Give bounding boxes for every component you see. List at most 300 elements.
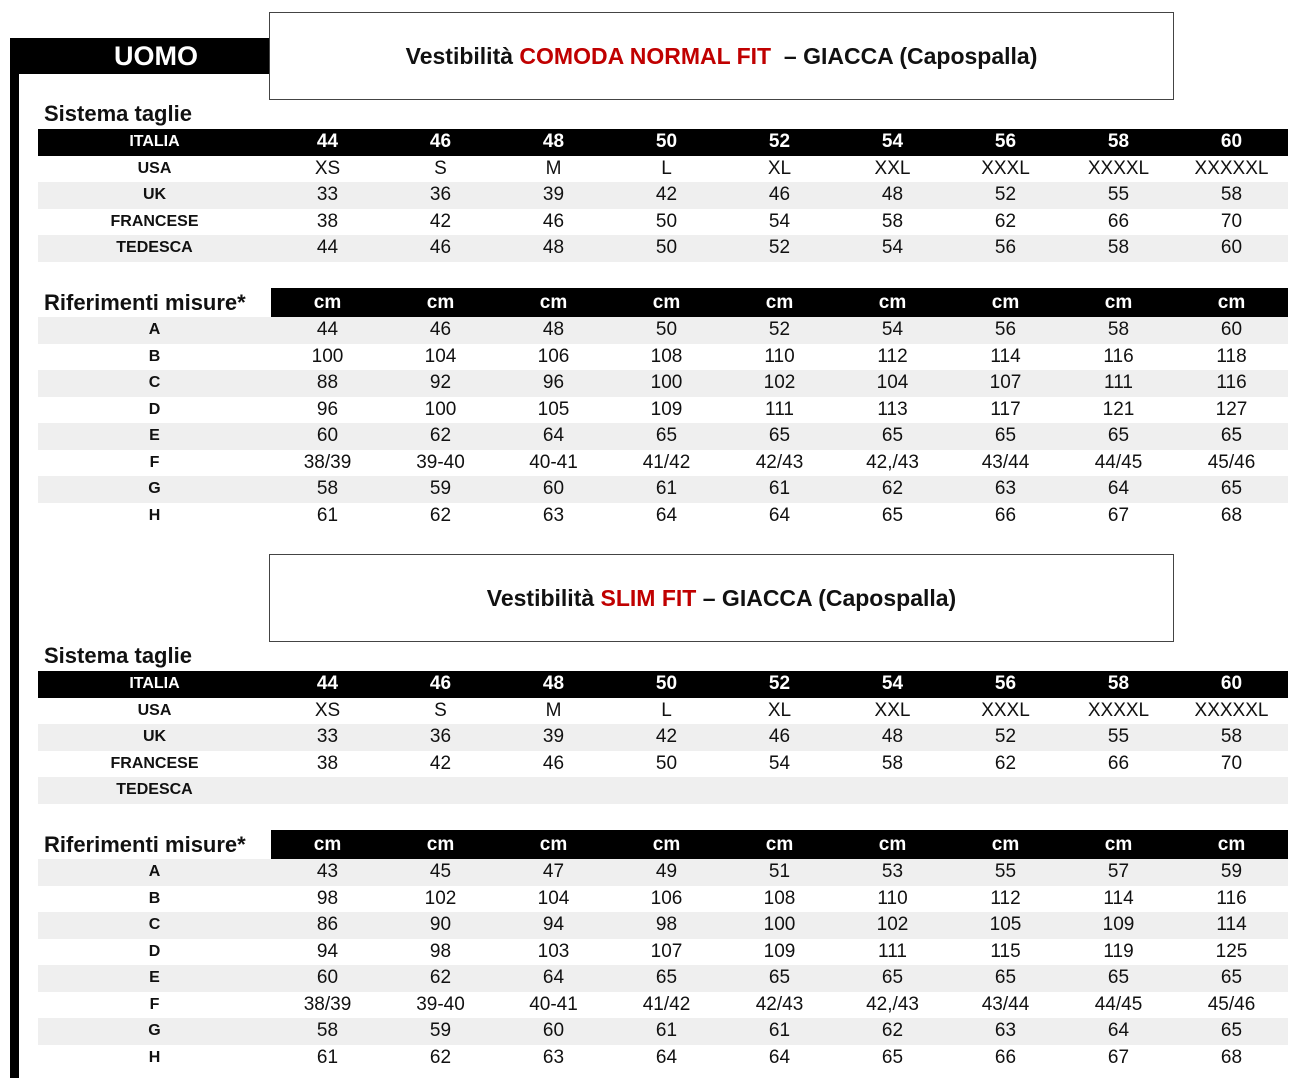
measure-cell: 63: [542, 504, 565, 526]
measure-cell: 62: [429, 967, 452, 989]
size-cell: S: [434, 157, 447, 179]
size-cell: M: [545, 699, 562, 721]
measure-cell: 112: [990, 887, 1021, 909]
measure-cell: 39-40: [416, 993, 465, 1015]
size-system-table-1: [38, 129, 1288, 262]
measure-row-h: [38, 1045, 1288, 1072]
unit-cell: cm: [1104, 833, 1133, 855]
measure-cell: 45/46: [1207, 993, 1256, 1015]
measure-cell: 64: [655, 504, 678, 526]
title-suffix: – GIACCA (Capospalla): [771, 42, 1038, 69]
measure-cell: 100: [311, 345, 344, 367]
title-prefix: Vestibilità: [486, 584, 601, 611]
measure-cell: 62: [429, 1046, 452, 1068]
measure-cell: 65: [1220, 478, 1243, 500]
measure-cell: 59: [429, 478, 452, 500]
size-row-usa: [38, 156, 1288, 183]
size-cell: 55: [1107, 726, 1130, 748]
size-cell: 44: [316, 237, 339, 259]
size-cell: 38: [316, 210, 339, 232]
size-cell: XXL: [874, 157, 911, 179]
measure-cell: 107: [650, 940, 683, 962]
fit-title-box-2: [269, 554, 1174, 642]
measure-cell: 108: [763, 887, 796, 909]
measure-cell: 114: [1216, 914, 1247, 936]
size-cell: 66: [1107, 210, 1130, 232]
measure-row-a: [38, 859, 1288, 886]
measure-cell: 40-41: [529, 993, 578, 1015]
measure-table-2: [38, 830, 1288, 1071]
size-cell: XS: [314, 699, 341, 721]
size-system-label-1: Sistema taglie: [44, 101, 192, 126]
measure-cell: 107: [989, 372, 1022, 394]
measure-cell: 98: [429, 940, 452, 962]
measure-row-f: [38, 450, 1288, 477]
measure-table-1: [38, 288, 1288, 529]
measure-cell: 61: [655, 478, 678, 500]
size-row-italia: [38, 671, 1288, 698]
measure-cell: 64: [768, 1046, 791, 1068]
size-cell: 52: [768, 237, 791, 259]
measure-cell: 112: [877, 345, 908, 367]
measure-cell: 64: [655, 1046, 678, 1068]
measure-cell: 65: [881, 425, 904, 447]
measure-cell: 90: [429, 914, 452, 936]
measure-row-label: E: [149, 969, 160, 987]
size-cell: 46: [542, 210, 565, 232]
measure-row-c: [38, 370, 1288, 397]
size-cell: 50: [655, 237, 678, 259]
measure-cell: 38/39: [303, 993, 352, 1015]
measure-cell: 111: [878, 940, 907, 962]
measure-cell: 41/42: [642, 993, 691, 1015]
measure-cell: 65: [881, 967, 904, 989]
unit-cell: cm: [1104, 291, 1133, 313]
measure-cell: 44/45: [1094, 993, 1143, 1015]
size-cell: 66: [1107, 752, 1130, 774]
measure-cell: 47: [542, 861, 565, 883]
measure-row-e: [38, 965, 1288, 992]
size-cell: XXXXXL: [1194, 157, 1269, 179]
measure-cell: 62: [881, 478, 904, 500]
measure-header-row: [38, 830, 1288, 859]
measure-row-a: [38, 317, 1288, 344]
measure-cell: 109: [1102, 914, 1135, 936]
measure-cell: 106: [537, 345, 570, 367]
measure-cell: 116: [1103, 345, 1134, 367]
measure-cell: 38/39: [303, 451, 352, 473]
measure-cell: 56: [994, 319, 1017, 341]
measure-row-label: G: [148, 480, 161, 498]
size-row-tedesca: [38, 235, 1288, 262]
measure-row-label: H: [148, 1048, 161, 1066]
measure-cell: 39-40: [416, 451, 465, 473]
measure-row-b: [38, 344, 1288, 371]
size-cell: 48: [881, 726, 904, 748]
measure-row-b: [38, 886, 1288, 913]
measure-cell: 61: [768, 478, 791, 500]
measure-cell: 61: [655, 1020, 678, 1042]
measure-cell: 115: [990, 940, 1021, 962]
size-cell: 33: [316, 184, 339, 206]
measure-cell: 113: [877, 398, 908, 420]
measure-row-label: D: [148, 400, 161, 418]
size-row-label: TEDESCA: [116, 239, 193, 257]
measure-cell: 68: [1220, 504, 1243, 526]
size-system-table-2: [38, 671, 1288, 804]
fit-name: COMODA NORMAL FIT: [519, 42, 772, 69]
size-cell: XXL: [874, 699, 911, 721]
size-cell: XL: [767, 699, 792, 721]
measure-row-label: H: [148, 506, 161, 524]
size-cell: 52: [768, 673, 791, 695]
unit-cell: cm: [765, 291, 794, 313]
measure-row-label: A: [148, 321, 161, 339]
measure-cell: 45/46: [1207, 451, 1256, 473]
size-cell: 58: [881, 752, 904, 774]
measure-cell: 65: [1220, 425, 1243, 447]
measure-cell: 60: [316, 967, 339, 989]
measure-cell: 96: [542, 372, 565, 394]
size-cell: 62: [994, 210, 1017, 232]
size-cell: XXXXL: [1087, 699, 1150, 721]
size-cell: 56: [994, 131, 1017, 153]
measure-label: Riferimenti misure*: [38, 288, 271, 317]
measure-cell: 127: [1215, 398, 1248, 420]
size-cell: S: [434, 699, 447, 721]
measure-cell: 111: [1104, 372, 1133, 394]
measure-cell: 65: [768, 425, 791, 447]
unit-cell: cm: [539, 291, 568, 313]
measure-cell: 58: [316, 478, 339, 500]
size-cell: 48: [542, 673, 565, 695]
size-cell: 54: [768, 210, 791, 232]
size-row-label: ITALIA: [129, 133, 180, 151]
measure-cell: 63: [542, 1046, 565, 1068]
measure-cell: 125: [1215, 940, 1248, 962]
measure-cell: 118: [1216, 345, 1247, 367]
measure-cell: 100: [424, 398, 457, 420]
size-cell: 58: [1107, 237, 1130, 259]
size-cell: 55: [1107, 184, 1130, 206]
size-row-label: TEDESCA: [116, 781, 193, 799]
size-cell: 48: [542, 131, 565, 153]
measure-cell: 65: [655, 425, 678, 447]
size-cell: 46: [429, 673, 452, 695]
measure-cell: 42/43: [755, 451, 804, 473]
size-cell: 38: [316, 752, 339, 774]
size-cell: 46: [768, 726, 791, 748]
measure-cell: 109: [650, 398, 683, 420]
size-row-francese: [38, 209, 1288, 236]
measure-row-label: B: [148, 347, 161, 365]
measure-cell: 121: [1102, 398, 1135, 420]
measure-cell: 40-41: [529, 451, 578, 473]
size-cell: 54: [768, 752, 791, 774]
measure-row-g: [38, 1018, 1288, 1045]
measure-cell: 59: [1220, 861, 1243, 883]
measure-cell: 65: [1107, 425, 1130, 447]
measure-cell: 60: [1220, 319, 1243, 341]
unit-cell: cm: [991, 833, 1020, 855]
size-cell: 54: [881, 673, 904, 695]
size-cell: 50: [655, 131, 678, 153]
measure-cell: 116: [1216, 887, 1247, 909]
measure-cell: 41/42: [642, 451, 691, 473]
measure-cell: 62: [881, 1020, 904, 1042]
measure-cell: 88: [316, 372, 339, 394]
size-cell: 54: [881, 237, 904, 259]
size-cell: M: [545, 157, 562, 179]
size-cell: 58: [1107, 131, 1130, 153]
measure-cell: 49: [655, 861, 678, 883]
gender-header: UOMO: [10, 38, 272, 74]
size-cell: 33: [316, 726, 339, 748]
unit-cell: cm: [1217, 833, 1246, 855]
measure-cell: 94: [316, 940, 339, 962]
measure-cell: 105: [537, 398, 570, 420]
measure-cell: 48: [542, 319, 565, 341]
measure-cell: 43/44: [981, 451, 1030, 473]
measure-cell: 59: [429, 1020, 452, 1042]
fit-title-2: [487, 585, 956, 612]
size-cell: 58: [1220, 726, 1243, 748]
size-row-label: FRANCESE: [110, 212, 199, 230]
measure-cell: 65: [1220, 967, 1243, 989]
fit-name: SLIM FIT: [600, 584, 697, 611]
measure-cell: 51: [768, 861, 791, 883]
measure-cell: 42,/43: [866, 993, 919, 1015]
measure-cell: 43: [316, 861, 339, 883]
unit-cell: cm: [313, 833, 342, 855]
unit-cell: cm: [878, 291, 907, 313]
size-cell: XXXXXL: [1194, 699, 1269, 721]
measure-cell: 65: [768, 967, 791, 989]
measure-cell: 61: [316, 504, 339, 526]
measure-cell: 109: [763, 940, 796, 962]
measure-cell: 66: [994, 1046, 1017, 1068]
fit-title-1: [406, 43, 1038, 70]
size-cell: 42: [655, 726, 678, 748]
size-cell: XXXL: [981, 699, 1030, 721]
measure-cell: 105: [989, 914, 1022, 936]
measure-row-label: C: [148, 374, 161, 392]
size-cell: 60: [1220, 673, 1243, 695]
size-cell: 36: [429, 726, 452, 748]
size-cell: 46: [768, 184, 791, 206]
measure-row-d: [38, 939, 1288, 966]
size-cell: 60: [1220, 237, 1243, 259]
size-cell: 70: [1220, 752, 1243, 774]
measure-cell: 114: [990, 345, 1021, 367]
size-cell: 50: [655, 752, 678, 774]
measure-cell: 92: [429, 372, 452, 394]
measure-cell: 60: [316, 425, 339, 447]
measure-cell: 102: [424, 887, 457, 909]
measure-cell: 65: [994, 425, 1017, 447]
measure-cell: 55: [994, 861, 1017, 883]
size-cell: L: [661, 699, 672, 721]
size-cell: 44: [316, 673, 339, 695]
unit-header-cells: [271, 830, 1288, 859]
size-row-label: UK: [142, 186, 167, 204]
size-cell: 39: [542, 184, 565, 206]
measure-cell: 68: [1220, 1046, 1243, 1068]
size-cell: 58: [881, 210, 904, 232]
measure-cell: 102: [876, 914, 909, 936]
measure-cell: 45: [429, 861, 452, 883]
measure-row-e: [38, 423, 1288, 450]
size-row-label: USA: [137, 159, 172, 177]
measure-cell: 103: [537, 940, 570, 962]
measure-cell: 67: [1107, 1046, 1130, 1068]
measure-cell: 104: [537, 887, 570, 909]
measure-cell: 46: [429, 319, 452, 341]
measure-header-row: [38, 288, 1288, 317]
unit-cell: cm: [652, 833, 681, 855]
size-row-label: ITALIA: [129, 675, 180, 693]
measure-cell: 65: [1220, 1020, 1243, 1042]
size-system-label-2: Sistema taglie: [44, 643, 192, 668]
measure-cell: 57: [1107, 861, 1130, 883]
measure-cell: 114: [1103, 887, 1134, 909]
size-row-label: USA: [137, 701, 172, 719]
size-cell: 56: [994, 237, 1017, 259]
measure-cell: 61: [768, 1020, 791, 1042]
measure-cell: 65: [655, 967, 678, 989]
measure-row-label: G: [148, 1022, 161, 1040]
size-cell: 44: [316, 131, 339, 153]
measure-cell: 64: [542, 425, 565, 447]
size-cell: 50: [655, 210, 678, 232]
measure-cell: 66: [994, 504, 1017, 526]
unit-cell: cm: [426, 833, 455, 855]
measure-cell: 63: [994, 1020, 1017, 1042]
measure-row-label: E: [149, 427, 160, 445]
size-cell: L: [661, 157, 672, 179]
size-cell: 42: [655, 184, 678, 206]
size-cell: 46: [429, 237, 452, 259]
measure-cell: 94: [542, 914, 565, 936]
size-row-uk: [38, 724, 1288, 751]
measure-cell: 108: [650, 345, 683, 367]
measure-cell: 104: [424, 345, 457, 367]
measure-row-d: [38, 397, 1288, 424]
measure-cell: 67: [1107, 504, 1130, 526]
size-cell: 50: [655, 673, 678, 695]
size-row-italia: [38, 129, 1288, 156]
measure-cell: 110: [764, 345, 795, 367]
measure-cell: 65: [994, 967, 1017, 989]
size-cell: 70: [1220, 210, 1243, 232]
size-row-label: UK: [142, 728, 167, 746]
unit-cell: cm: [765, 833, 794, 855]
measure-label: Riferimenti misure*: [38, 830, 271, 859]
size-cell: 62: [994, 752, 1017, 774]
measure-cell: 116: [1216, 372, 1247, 394]
size-cell: 48: [881, 184, 904, 206]
size-cell: 48: [542, 237, 565, 259]
title-prefix: Vestibilità: [405, 42, 520, 69]
measure-cell: 65: [881, 504, 904, 526]
size-row-uk: [38, 182, 1288, 209]
measure-row-label: C: [148, 916, 161, 934]
measure-cell: 106: [650, 887, 683, 909]
measure-cell: 100: [763, 914, 796, 936]
measure-cell: 60: [542, 1020, 565, 1042]
unit-header-cells: [271, 288, 1288, 317]
measure-cell: 117: [990, 398, 1021, 420]
size-cell: 54: [881, 131, 904, 153]
unit-cell: cm: [878, 833, 907, 855]
size-cell: XS: [314, 157, 341, 179]
measure-row-label: A: [148, 863, 161, 881]
measure-cell: 44: [316, 319, 339, 341]
measure-cell: 102: [763, 372, 796, 394]
size-cell: 60: [1220, 131, 1243, 153]
measure-cell: 42/43: [755, 993, 804, 1015]
measure-cell: 110: [877, 887, 908, 909]
measure-cell: 65: [881, 1046, 904, 1068]
size-row-label: FRANCESE: [110, 754, 199, 772]
measure-row-f: [38, 992, 1288, 1019]
measure-cell: 64: [542, 967, 565, 989]
title-suffix: – GIACCA (Capospalla): [696, 584, 957, 611]
size-cell: 58: [1220, 184, 1243, 206]
measure-cell: 44/45: [1094, 451, 1143, 473]
unit-cell: cm: [539, 833, 568, 855]
measure-row-label: D: [148, 942, 161, 960]
measure-row-h: [38, 503, 1288, 530]
measure-row-g: [38, 476, 1288, 503]
size-row-usa: [38, 698, 1288, 725]
measure-row-c: [38, 912, 1288, 939]
measure-cell: 52: [768, 319, 791, 341]
measure-cell: 63: [994, 478, 1017, 500]
measure-cell: 54: [881, 319, 904, 341]
measure-cell: 86: [316, 914, 339, 936]
measure-cell: 64: [1107, 1020, 1130, 1042]
measure-cell: 98: [316, 887, 339, 909]
measure-row-label: B: [148, 889, 161, 907]
measure-cell: 43/44: [981, 993, 1030, 1015]
size-cell: 52: [768, 131, 791, 153]
unit-cell: cm: [652, 291, 681, 313]
measure-cell: 61: [316, 1046, 339, 1068]
size-cell: 46: [429, 131, 452, 153]
measure-cell: 50: [655, 319, 678, 341]
measure-cell: 65: [1107, 967, 1130, 989]
size-cell: XXXXL: [1087, 157, 1150, 179]
unit-cell: cm: [991, 291, 1020, 313]
measure-cell: 62: [429, 425, 452, 447]
unit-cell: cm: [1217, 291, 1246, 313]
left-accent-bar: [10, 38, 19, 1078]
measure-cell: 42,/43: [866, 451, 919, 473]
measure-cell: 64: [1107, 478, 1130, 500]
size-cell: 42: [429, 752, 452, 774]
size-cell: 39: [542, 726, 565, 748]
measure-cell: 104: [876, 372, 909, 394]
measure-cell: 98: [655, 914, 678, 936]
size-row-francese: [38, 751, 1288, 778]
measure-cell: 64: [768, 504, 791, 526]
unit-cell: cm: [313, 291, 342, 313]
measure-cell: 58: [1107, 319, 1130, 341]
measure-cell: 62: [429, 504, 452, 526]
size-cell: 58: [1107, 673, 1130, 695]
measure-cell: 96: [316, 398, 339, 420]
